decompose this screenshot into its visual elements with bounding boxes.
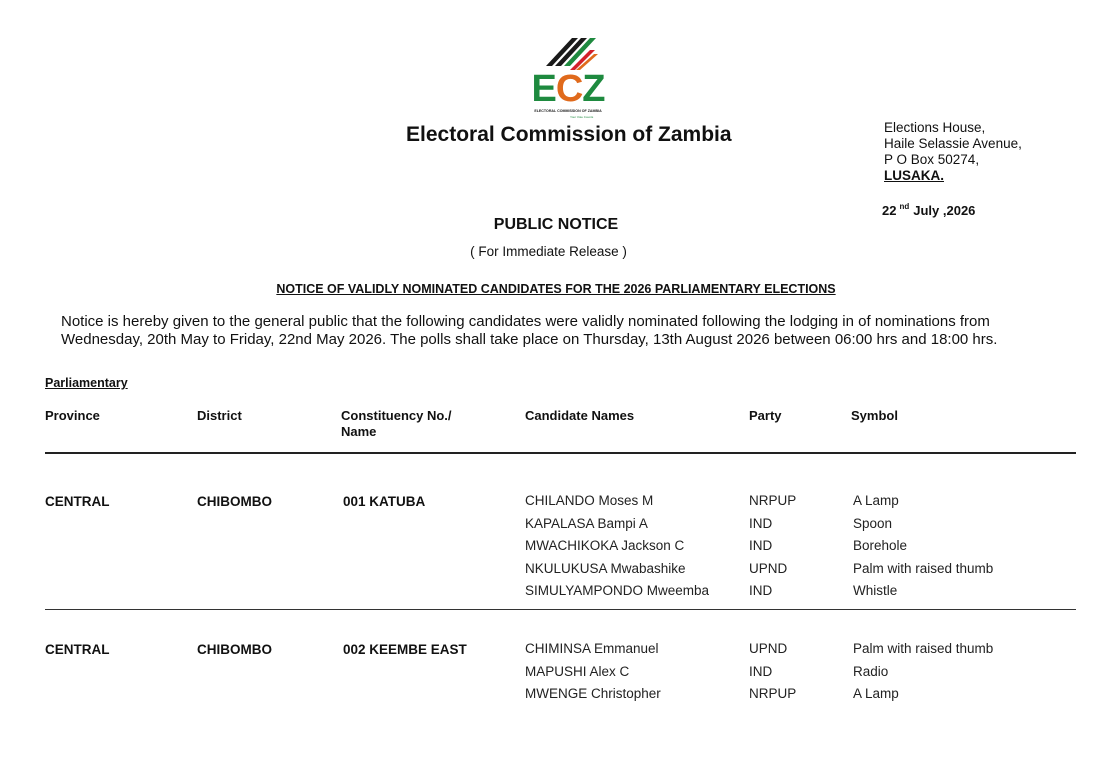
- candidate-symbol: Radio: [853, 663, 889, 679]
- date-month-year: July ,2026: [913, 203, 976, 218]
- candidate-party: NRPUP: [749, 686, 797, 701]
- candidate-party: IND: [749, 663, 773, 679]
- candidate-name: CHILANDO Moses M: [525, 493, 654, 508]
- candidate-row: [525, 561, 1053, 584]
- candidate-symbol: Palm with raised thumb: [853, 560, 994, 576]
- header-constituency: [341, 408, 452, 440]
- notice-body: Notice is hereby given to the general public that the following candidates were validly nominated following the lodging in of nominations from Wednesday, 20th May to Friday, 22nd May 2026. The polls shall take place on Thursday, 13th August 2026 between 06:00 hrs and 18:00 hrs.: [61, 313, 998, 348]
- candidate-party: NRPUP: [749, 493, 797, 508]
- candidate-row: [525, 583, 1053, 606]
- notice-title: PUBLIC NOTICE: [493, 216, 619, 233]
- candidate-name: CHIMINSA Emmanuel: [525, 641, 659, 656]
- notice-subject: NOTICE OF VALIDLY NOMINATED CANDIDATES FOR THE 2026 PARLIAMENTARY ELECTIONS: [276, 282, 836, 296]
- group-1-candidate-list: [525, 493, 1053, 606]
- header-party: Party: [749, 408, 782, 423]
- candidate-row: [525, 686, 1053, 709]
- group-divider: [45, 609, 1076, 610]
- group-2-province: CENTRAL: [45, 642, 110, 657]
- candidate-row: [525, 538, 1053, 561]
- header-symbol: Symbol: [851, 408, 898, 423]
- address-line-2: Haile Selassie Avenue,: [884, 136, 1022, 151]
- candidate-name: MAPUSHI Alex C: [525, 663, 630, 679]
- candidate-symbol: Palm with raised thumb: [853, 641, 994, 656]
- candidate-symbol: Spoon: [853, 515, 893, 531]
- candidate-name: MWACHIKOKA Jackson C: [525, 538, 685, 553]
- candidate-party: IND: [749, 515, 773, 531]
- address-line-3: P O Box 50274,: [884, 152, 980, 167]
- candidate-name: SIMULYAMPONDO Mweemba: [525, 583, 710, 598]
- candidate-party: UPND: [749, 560, 788, 576]
- candidate-name: NKULUKUSA Mwabashike: [525, 560, 686, 576]
- candidate-symbol: A Lamp: [853, 493, 899, 508]
- candidate-row: [525, 664, 1053, 687]
- group-1-constituency: 001 KATUBA: [343, 494, 426, 509]
- candidate-name: MWENGE Christopher: [525, 686, 661, 701]
- candidate-party: IND: [749, 538, 773, 553]
- date-suffix: nd: [899, 202, 910, 211]
- candidate-symbol: Whistle: [853, 583, 898, 598]
- group-1-district: CHIBOMBO: [197, 494, 272, 509]
- header-divider: [45, 452, 1076, 454]
- organisation-title: Electoral Commission of Zambia: [406, 123, 732, 146]
- release-note: ( For Immediate Release ): [470, 244, 627, 259]
- address-city: LUSAKA.: [884, 168, 944, 183]
- logo-tagline: Your Vote Counts: [570, 115, 594, 119]
- logo-letter-e: E: [531, 68, 556, 110]
- candidate-party: IND: [749, 583, 773, 598]
- ecz-logo: [526, 30, 610, 122]
- candidate-row: [525, 641, 1053, 664]
- logo-caption: ELECTORAL COMMISSION OF ZAMBIA: [534, 109, 602, 113]
- candidate-row: [525, 516, 1053, 539]
- header-constituency-line-1: Constituency No./: [341, 408, 452, 423]
- header-province: Province: [45, 408, 100, 423]
- logo-letter-c: C: [555, 68, 583, 110]
- candidate-party: UPND: [749, 641, 788, 656]
- address-line-1: Elections House,: [884, 120, 986, 135]
- logo-letters: [526, 70, 610, 108]
- logo-letter-z: Z: [582, 68, 605, 110]
- address-block: [884, 120, 1022, 184]
- section-label: Parliamentary: [45, 376, 128, 390]
- candidate-symbol: A Lamp: [853, 686, 899, 701]
- group-2-candidate-list: [525, 641, 1053, 709]
- group-2-constituency: 002 KEEMBE EAST: [343, 642, 467, 657]
- header-constituency-line-2: Name: [341, 424, 377, 439]
- header-district: District: [197, 408, 242, 423]
- candidate-name: KAPALASA Bampi A: [525, 515, 648, 531]
- group-2-district: CHIBOMBO: [197, 642, 272, 657]
- candidate-symbol: Borehole: [853, 538, 908, 553]
- group-1-province: CENTRAL: [45, 494, 110, 509]
- candidate-row: [525, 493, 1053, 516]
- header-candidate-names: Candidate Names: [525, 408, 635, 423]
- date-day: 22: [882, 203, 897, 218]
